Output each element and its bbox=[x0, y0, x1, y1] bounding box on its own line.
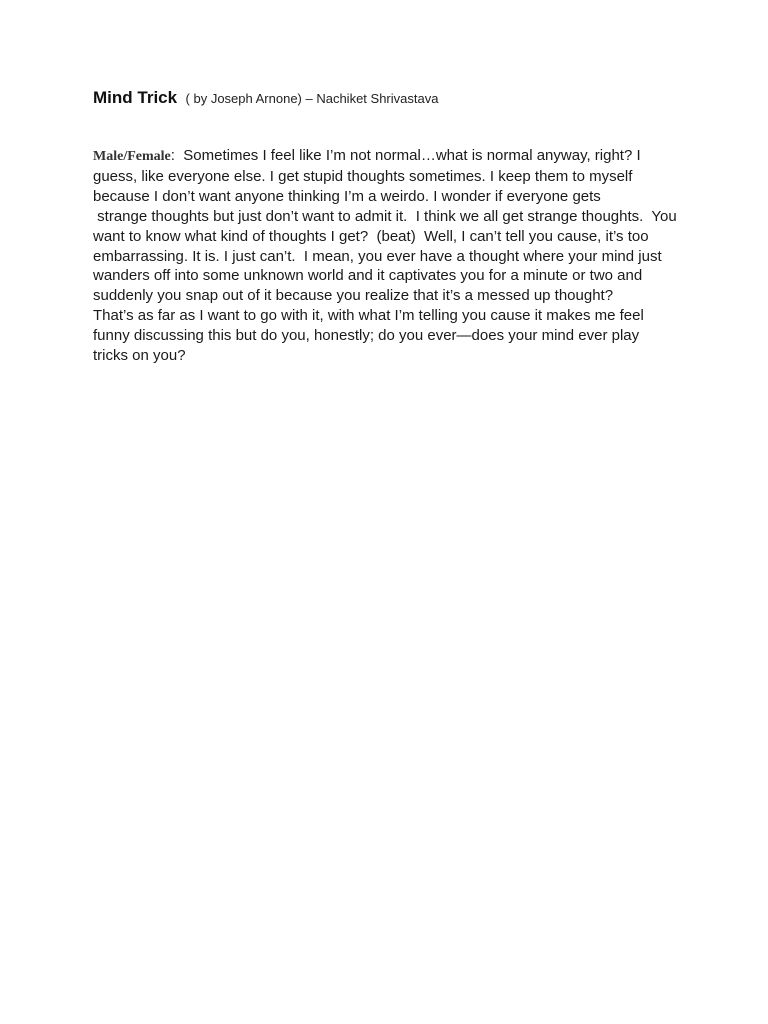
monologue-paragraph-1 bbox=[93, 146, 678, 207]
paragraph-text-3: That’s as far as I want to go with it, with what I’m telling you cause it makes me feel funny discussing this but do you, honestly; do you ever—does your mind ever play tricks on you? bbox=[93, 307, 644, 365]
speaker-label: Male/Female bbox=[93, 149, 171, 164]
speaker-colon: : bbox=[170, 147, 175, 164]
monologue-paragraph-2 bbox=[93, 207, 681, 307]
monologue-body bbox=[93, 146, 681, 366]
paragraph-text-1: Sometimes I feel like I’m not normal…what is normal anyway, right? I guess, like everyone else. I get stupid thoughts sometimes. I keep them to myself because I don’t want anyone thinking I’m a weirdo. I wonder if everyone gets bbox=[93, 147, 641, 205]
title-line bbox=[93, 88, 693, 108]
monologue-paragraph-3 bbox=[93, 306, 678, 366]
document-title: Mind Trick bbox=[93, 88, 178, 107]
document-byline: ( by Joseph Arnone) – Nachiket Shrivastava bbox=[185, 91, 439, 106]
paragraph-text-2: strange thoughts but just don’t want to admit it. I think we all get strange thoughts. You want to know what kind of thoughts I get? (beat) Well, I can’t tell you cause, it’s too embarrassing. It is. I just can’t. I mean, you ever have a thought where your mind just wanders off into some unknown world and it captivates you for a minute or two and suddenly you snap out of it because you realize that it’s a messed up thought? bbox=[93, 207, 681, 305]
